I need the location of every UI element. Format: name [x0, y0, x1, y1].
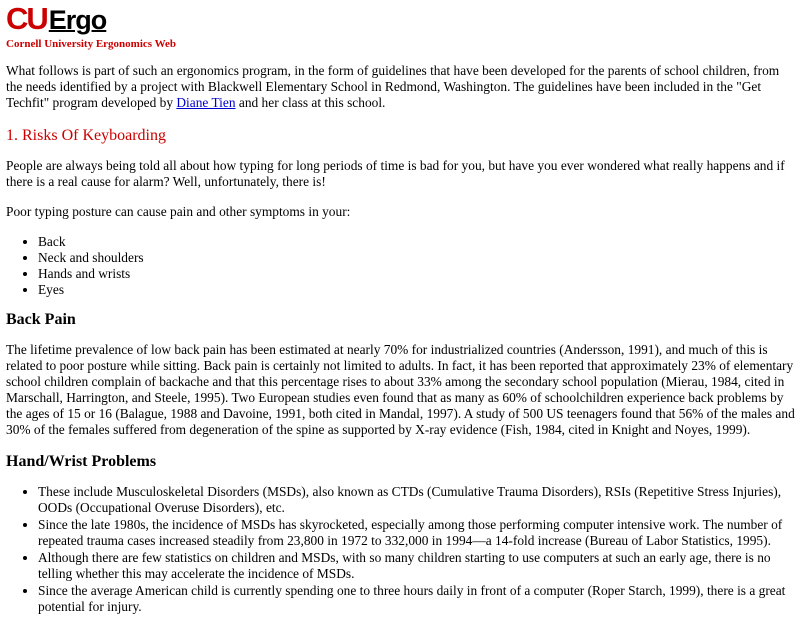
intro-text-after: and her class at this school.	[235, 95, 386, 110]
hand-wrist-heading: Hand/Wrist Problems	[6, 453, 157, 470]
list-item: • Eyes	[38, 282, 798, 298]
risks-paragraph: People are always being told all about how typing for long periods of time is bad for you, but have you ever wondered what really happens and if there is a real cause for alarm? Well, unfortunately, there is!	[6, 158, 785, 189]
list-item: • Hands and wrists	[38, 266, 798, 282]
back-pain-paragraph: The lifetime prevalence of low back pain has been estimated at nearly 70% for industrialized countries (Andersson, 1991), and much of this is related to poor posture while sitting. Back pain is certainly not limited to adults. In fact, it has been reported that approximately 23% of elementary school children complain of backache and that this percentage rises to about 33% among the secondary school population (Mierau, 1984, cited in Marschall, Harrington, and Steele, 1995). Two European studies even found that as many as 60% of schoolchildren experience back problems by the ages of 15 or 16 (Balague, 1988 and Davoine, 1991, both cited in Mandal, 1997). A study of 500 US teenagers found that 56% of the males and 30% of the females suffered from degeneration of the spine as supported by X-ray evidence (Fish, 1984, cited in Knight and Noyes, 1999).	[6, 342, 795, 437]
cuergo-logo[interactable]	[6, 2, 106, 36]
list-item: • Although there are few statistics on children and MSDs, with so many children starting to use computers at such an early age, there is no telling whether this may accelerate the incidence of MSDs.	[38, 550, 798, 582]
main-content	[6, 63, 798, 627]
section-heading-risks: 1. Risks Of Keyboarding	[6, 127, 166, 144]
list-item: • Since the average American child is currently spending one to three hours daily in front of a computer (Roper Starch, 1999), there is a great potential for injury.	[38, 583, 798, 615]
site-subtitle: Cornell University Ergonomics Web	[6, 38, 176, 50]
list-item: • Since the late 1980s, the incidence of MSDs has skyrocketed, especially among those performing computer intensive work. The number of repeated trauma cases increased steadily from 23,800 in 1972 to 332,000 in 1994—a 14-fold increase (Bureau of Labor Statistics, 1995).	[38, 517, 798, 549]
list-item: • These include Musculoskeletal Disorders (MSDs), also known as CTDs (Cumulative Trauma Disorders), RSIs (Repetitive Stress Injuries), OODs (Occupational Overuse Disorders), etc.	[38, 484, 798, 516]
intro-paragraph	[6, 63, 798, 111]
hand-wrist-list	[6, 484, 798, 615]
logo-ergo-text: Ergo	[48, 5, 107, 35]
back-pain-heading: Back Pain	[6, 311, 76, 328]
intro-text-before: What follows is part of such an ergonomics program, in the form of guidelines that have been developed for the parents of school children, from the needs identified by a project with Blackwell Elementary School in Redmond, Washington. The guidelines have been included in the "Get Techfit" program developed by	[6, 63, 780, 110]
posture-paragraph: Poor typing posture can cause pain and other symptoms in your:	[6, 204, 351, 219]
list-item: • Back	[38, 234, 798, 250]
list-item: • Neck and shoulders	[38, 250, 798, 266]
symptoms-list	[6, 234, 798, 298]
diane-tien-link[interactable]: Diane Tien	[176, 95, 236, 110]
logo-cu-text: CU	[6, 1, 47, 36]
